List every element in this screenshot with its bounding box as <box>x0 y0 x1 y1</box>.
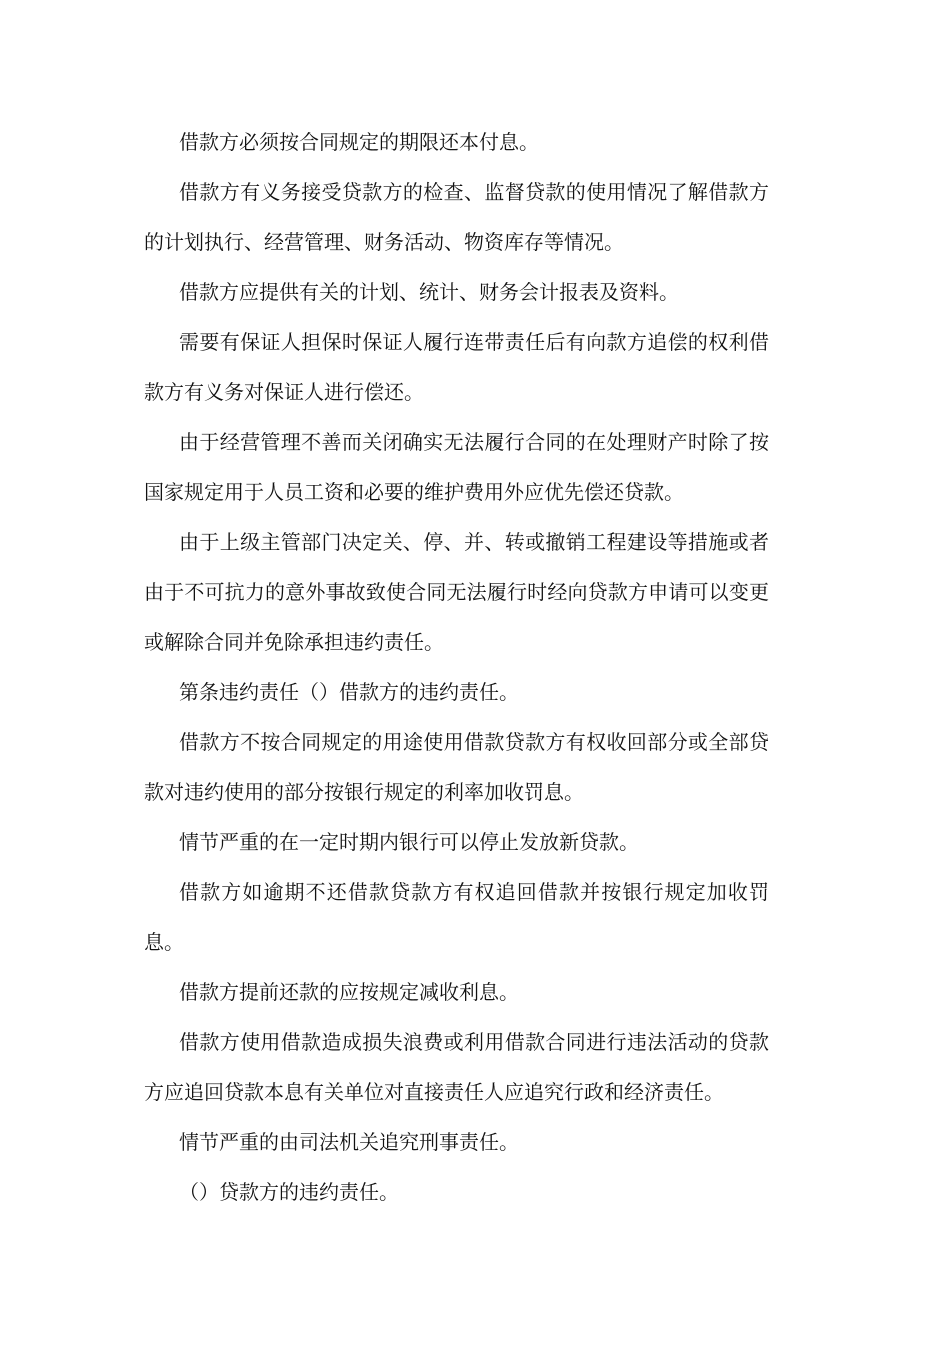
paragraph-provide-reports: 借款方应提供有关的计划、统计、财务会计报表及资料。 <box>179 280 679 304</box>
paragraph-force-majeure: 由于上级主管部门决定关、停、并、转或撤销工程建设等措施或者由于不可抗力的意外事故致使合同无法履行时经向贷款方申请可以变更或解除合同并免除承担违约责任。 <box>144 530 769 654</box>
paragraph-early-repayment: 借款方提前还款的应按规定减收利息。 <box>179 980 519 1004</box>
paragraph-overdue-penalty: 借款方如逾期不还借款贷款方有权追回借款并按银行规定加收罚息。 <box>144 880 769 954</box>
paragraph-lender-liability: （）贷款方的违约责任。 <box>179 1180 399 1204</box>
paragraph-illegal-use: 借款方使用借款造成损失浪费或利用借款合同进行违法活动的贷款方应追回贷款本息有关单位对直接责任人应追究行政和经济责任。 <box>144 1030 769 1104</box>
document-body <box>144 117 769 1217</box>
paragraph-liability-heading: 第条违约责任（）借款方的违约责任。 <box>179 680 519 704</box>
paragraph-criminal-liability: 情节严重的由司法机关追究刑事责任。 <box>179 1130 519 1154</box>
paragraph-repayment-obligation: 借款方必须按合同规定的期限还本付息。 <box>179 130 539 154</box>
paragraph-stop-new-loans: 情节严重的在一定时期内银行可以停止发放新贷款。 <box>179 830 639 854</box>
paragraph-inspection-obligation: 借款方有义务接受贷款方的检查、监督贷款的使用情况了解借款方的计划执行、经营管理、财务活动、物资库存等情况。 <box>144 180 769 254</box>
paragraph-closure-priority: 由于经营管理不善而关闭确实无法履行合同的在处理财产时除了按国家规定用于人员工资和必要的维护费用外应优先偿还贷款。 <box>144 430 769 504</box>
paragraph-guarantor-repayment: 需要有保证人担保时保证人履行连带责任后有向款方追偿的权利借款方有义务对保证人进行偿还。 <box>144 330 769 404</box>
paragraph-misuse-penalty: 借款方不按合同规定的用途使用借款贷款方有权收回部分或全部贷款对违约使用的部分按银行规定的利率加收罚息。 <box>144 730 769 804</box>
